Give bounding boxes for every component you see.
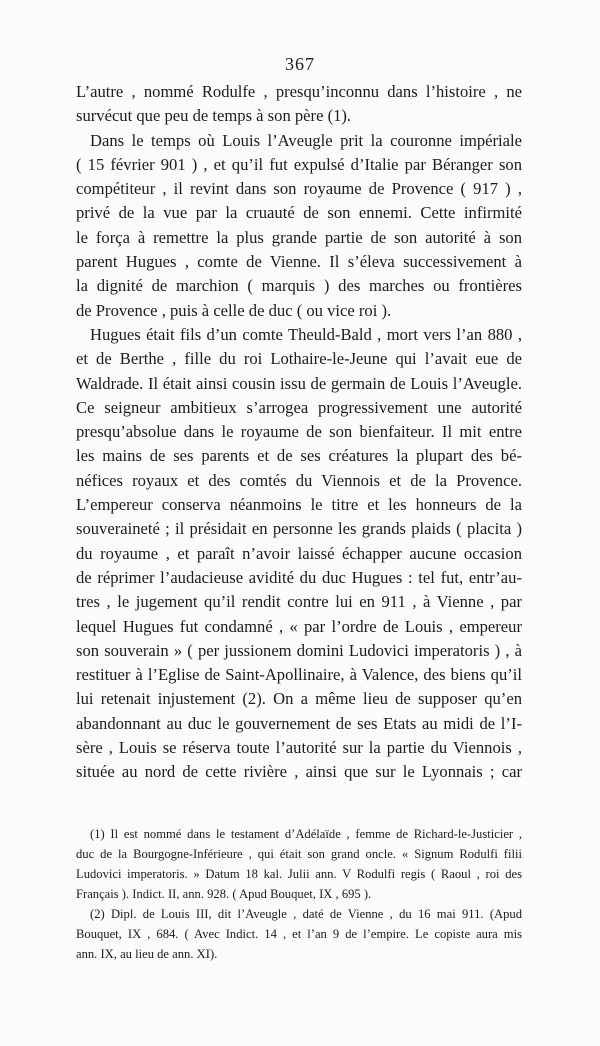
footnote-line: (1) Il est nommé dans le testament d’Adélaïde , femme de Richard-le-Justicier , [90,827,522,841]
body-text-line: souveraineté ; il présidait en personne les grands plaids ( placita ) [76,519,522,539]
body-text [76,80,522,785]
body-text-line: privé de la vue par la cruauté de son ennemi. Cette infirmité [76,203,522,223]
body-text-line: le força à remettre la plus grande partie de son autorité à son [76,227,522,247]
footnote-line: Ludovici imperatoris. » Datum 18 kal. Julii ann. V Rodulfi regis ( Raoul , roi des [76,867,522,881]
page-number: 367 [285,54,315,74]
body-text-line: Hugues était fils d’un comte Theuld-Bald , mort vers l’an 880 , [90,324,522,344]
footnote-line: ann. IX, au lieu de ann. XI). [76,947,218,961]
body-text-line: L’autre , nommé Rodulfe , presqu’inconnu dans l’histoire , ne [76,82,522,101]
body-text-line: ( 15 février 901 ) , et qu’il fut expulsé d’Italie par Béranger son [76,154,522,174]
body-text-line: les mains de ses parents et de ses créatures la plupart des bé- [76,446,522,466]
body-text-line: son souverain » ( per jussionem domini Ludovici imperatoris ) , à [76,640,522,660]
body-text-line: abandonnant au duc le gouvernement de ses Etats au midi de l’I- [76,713,522,733]
body-text-line: Ce seigneur ambitieux s’arrogea progressivement une autorité [76,397,522,417]
body-text-line: lui retenait injustement (2). On a même lieu de supposer qu’en [76,689,522,709]
body-text-line: survécut que peu de temps à son père (1). [76,106,352,126]
body-text-line: de réprimer l’audacieuse avidité du duc Hugues : tel fut, entr’au- [76,567,522,587]
body-text-line: néfices royaux et des comtés du Viennois et de la Provence. [76,470,522,490]
footnote-line: Français ). Indict. II, ann. 928. ( Apud Bouquet, IX , 695 ). [76,887,372,901]
body-text-line: L’empereur conserva néanmoins le titre et les honneurs de la [76,495,522,515]
body-text-line: et de Berthe , fille du roi Lothaire-le-Jeune qui l’avait eue de [76,349,522,369]
body-text-line: presqu’absolue dans le royaume de son bienfaiteur. Il mit entre [76,422,522,442]
body-text-line: sère , Louis se réserva toute l’autorité sur la partie du Viennois , [76,738,522,758]
footnote-line: duc de la Bourgogne-Inférieure , qui était son grand oncle. « Signum Rodulfi filii [76,847,522,861]
body-text-line: du royaume , et paraît n’avoir laissé échapper aucune occasion [76,543,522,563]
body-text-line: compétiteur , il revint dans son royaume de Provence ( 917 ) , [76,179,522,199]
footnotes [76,824,522,964]
body-text-line: de Provence , puis à celle de duc ( ou vice roi ). [76,300,392,320]
body-text-line: la dignité de marchion ( marquis ) des marches ou frontières [76,276,522,296]
footnote-line: (2) Dipl. de Louis III, dit l’Aveugle , daté de Vienne , du 16 mai 911. (Apud [90,907,522,921]
body-text-line: Waldrade. Il était ainsi cousin issu de germain de Louis l’Aveugle. [76,373,522,393]
body-text-line: lequel Hugues fut condamné , « par l’ordre de Louis , empereur [76,616,522,636]
body-text-line: tres , le jugement qu’il rendit contre lui en 911 , à Vienne , par [76,592,522,612]
body-text-line: située au nord de cette rivière , ainsi que sur le Lyonnais ; car [76,762,522,782]
body-text-line: parent Hugues , comte de Vienne. Il s’éleva successivement à [76,252,522,272]
body-text-line: Dans le temps où Louis l’Aveugle prit la couronne impériale [90,130,522,150]
body-text-line: restituer à l’Eglise de Saint-Apollinaire, à Valence, des biens qu’il [76,665,522,685]
footnote-line: Bouquet, IX , 684. ( Avec Indict. 14 , et l’an 9 de l’empire. Le copiste aura mis [76,927,522,941]
